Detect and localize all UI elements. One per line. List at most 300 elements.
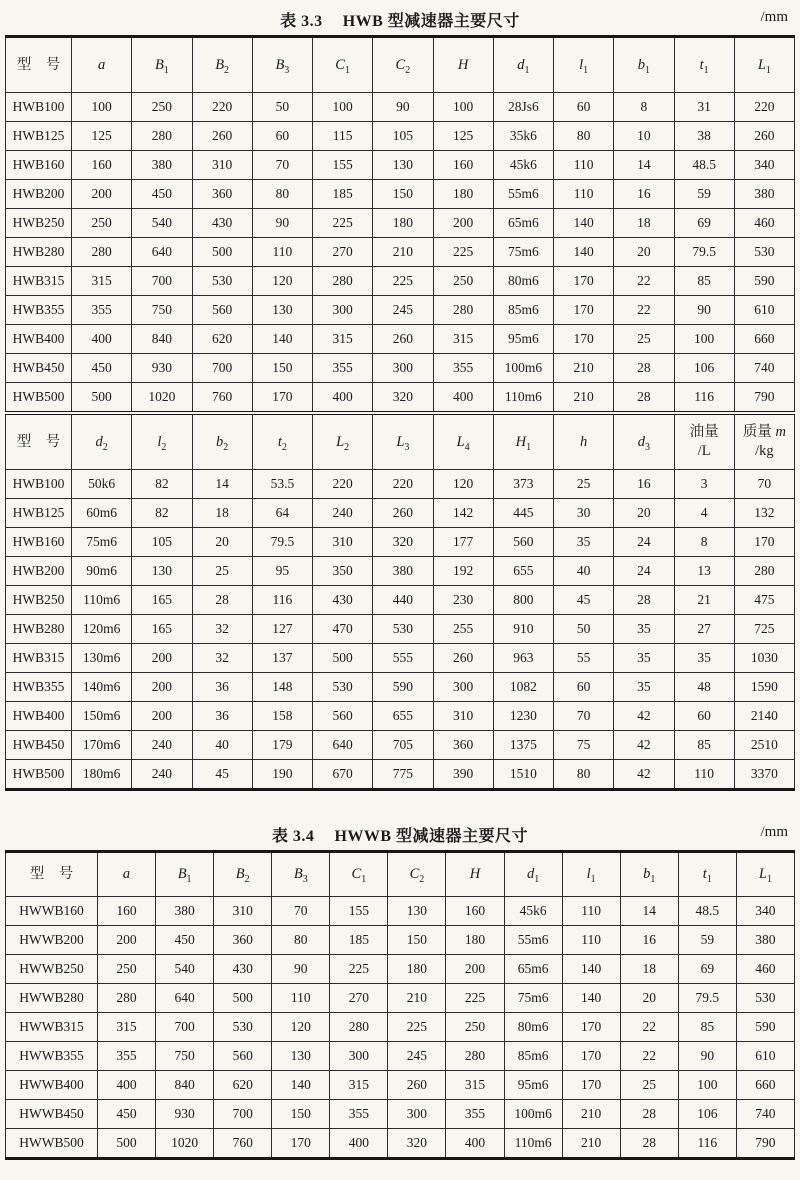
value-cell: 120m6 — [72, 615, 132, 644]
header-cell: $l_1$ — [554, 37, 614, 93]
value-cell: 36 — [192, 673, 252, 702]
value-cell: 18 — [192, 499, 252, 528]
value-cell: 640 — [156, 984, 214, 1013]
model-cell: HWB355 — [6, 296, 72, 325]
value-cell: 360 — [192, 180, 252, 209]
value-cell: 340 — [736, 897, 794, 926]
header-cell: $L_2$ — [313, 413, 373, 470]
value-cell: 22 — [620, 1013, 678, 1042]
value-cell: 116 — [674, 383, 734, 414]
value-cell: 27 — [674, 615, 734, 644]
value-cell: 300 — [433, 673, 493, 702]
value-cell: 400 — [313, 383, 373, 414]
value-cell: 210 — [388, 984, 446, 1013]
value-cell: 180 — [373, 209, 433, 238]
value-cell: 530 — [373, 615, 433, 644]
table-row — [6, 1129, 795, 1159]
table-3-3-unit-label: /mm — [760, 9, 788, 25]
value-cell: 30 — [554, 499, 614, 528]
table-3-3-caption-index: 表 3.3 — [280, 13, 323, 30]
value-cell: 35 — [614, 644, 674, 673]
value-cell: 140 — [272, 1071, 330, 1100]
value-cell: 90m6 — [72, 557, 132, 586]
value-cell: 1082 — [493, 673, 553, 702]
model-cell: HWB125 — [6, 122, 72, 151]
value-cell: 1510 — [493, 760, 553, 790]
value-cell: 210 — [562, 1129, 620, 1159]
value-cell: 165 — [132, 615, 192, 644]
value-cell: 450 — [72, 354, 132, 383]
value-cell: 55m6 — [493, 180, 553, 209]
value-cell: 210 — [554, 383, 614, 414]
value-cell: 106 — [678, 1100, 736, 1129]
header-row — [6, 852, 795, 897]
value-cell: 75 — [554, 731, 614, 760]
header-cell: H — [433, 37, 493, 93]
value-cell: 95 — [252, 557, 312, 586]
value-cell: 100 — [433, 93, 493, 122]
value-cell: 42 — [614, 731, 674, 760]
value-cell: 22 — [614, 267, 674, 296]
value-cell: 50 — [554, 615, 614, 644]
table-row — [6, 180, 795, 209]
value-cell: 110 — [562, 897, 620, 926]
value-cell: 355 — [98, 1042, 156, 1071]
value-cell: 105 — [132, 528, 192, 557]
value-cell: 1020 — [132, 383, 192, 414]
value-cell: 300 — [330, 1042, 388, 1071]
value-cell: 120 — [272, 1013, 330, 1042]
header-cell: a — [72, 37, 132, 93]
value-cell: 150m6 — [72, 702, 132, 731]
value-cell: 115 — [313, 122, 373, 151]
value-cell: 590 — [373, 673, 433, 702]
value-cell: 430 — [214, 955, 272, 984]
value-cell: 355 — [72, 296, 132, 325]
value-cell: 380 — [373, 557, 433, 586]
model-cell: HWB200 — [6, 180, 72, 209]
header-row — [6, 413, 795, 470]
value-cell: 60m6 — [72, 499, 132, 528]
value-cell: 225 — [388, 1013, 446, 1042]
header-cell: 油量 /L — [674, 413, 734, 470]
value-cell: 590 — [734, 267, 794, 296]
value-cell: 140 — [252, 325, 312, 354]
value-cell: 110 — [674, 760, 734, 790]
value-cell: 35k6 — [493, 122, 553, 151]
model-cell: HWWB450 — [6, 1100, 98, 1129]
value-cell: 125 — [433, 122, 493, 151]
value-cell: 170 — [554, 296, 614, 325]
value-cell: 315 — [330, 1071, 388, 1100]
value-cell: 315 — [433, 325, 493, 354]
value-cell: 90 — [678, 1042, 736, 1071]
value-cell: 170 — [252, 383, 312, 414]
value-cell: 540 — [156, 955, 214, 984]
value-cell: 53.5 — [252, 470, 312, 499]
model-cell: HWB315 — [6, 267, 72, 296]
table-row — [6, 209, 795, 238]
value-cell: 192 — [433, 557, 493, 586]
value-cell: 280 — [132, 122, 192, 151]
table-row — [6, 586, 795, 615]
value-cell: 400 — [72, 325, 132, 354]
value-cell: 430 — [313, 586, 373, 615]
value-cell: 2140 — [734, 702, 794, 731]
table-row — [6, 354, 795, 383]
value-cell: 42 — [614, 760, 674, 790]
value-cell: 25 — [192, 557, 252, 586]
value-cell: 85 — [678, 1013, 736, 1042]
value-cell: 1020 — [156, 1129, 214, 1159]
value-cell: 130 — [373, 151, 433, 180]
value-cell: 440 — [373, 586, 433, 615]
model-cell: HWB160 — [6, 528, 72, 557]
value-cell: 42 — [614, 702, 674, 731]
value-cell: 35 — [614, 673, 674, 702]
model-cell: HWWB250 — [6, 955, 98, 984]
model-cell: HWB125 — [6, 499, 72, 528]
value-cell: 130 — [272, 1042, 330, 1071]
value-cell: 200 — [72, 180, 132, 209]
value-cell: 165 — [132, 586, 192, 615]
table-3-3-caption — [8, 8, 792, 30]
value-cell: 450 — [156, 926, 214, 955]
value-cell: 160 — [98, 897, 156, 926]
value-cell: 373 — [493, 470, 553, 499]
value-cell: 110 — [252, 238, 312, 267]
value-cell: 380 — [736, 926, 794, 955]
value-cell: 100m6 — [493, 354, 553, 383]
value-cell: 530 — [192, 267, 252, 296]
value-cell: 220 — [734, 93, 794, 122]
value-cell: 170 — [554, 267, 614, 296]
value-cell: 20 — [620, 984, 678, 1013]
value-cell: 450 — [132, 180, 192, 209]
value-cell: 25 — [614, 325, 674, 354]
value-cell: 300 — [373, 354, 433, 383]
value-cell: 100 — [72, 93, 132, 122]
value-cell: 200 — [132, 702, 192, 731]
value-cell: 90 — [674, 296, 734, 325]
table-row — [6, 296, 795, 325]
value-cell: 158 — [252, 702, 312, 731]
value-cell: 75m6 — [504, 984, 562, 1013]
model-cell: HWB250 — [6, 586, 72, 615]
value-cell: 700 — [132, 267, 192, 296]
value-cell: 200 — [446, 955, 504, 984]
value-cell: 100 — [313, 93, 373, 122]
value-cell: 245 — [388, 1042, 446, 1071]
value-cell: 640 — [313, 731, 373, 760]
value-cell: 22 — [620, 1042, 678, 1071]
value-cell: 48.5 — [678, 897, 736, 926]
value-cell: 50k6 — [72, 470, 132, 499]
value-cell: 170 — [562, 1013, 620, 1042]
model-cell: HWWB160 — [6, 897, 98, 926]
header-cell: $H_1$ — [493, 413, 553, 470]
value-cell: 179 — [252, 731, 312, 760]
value-cell: 185 — [313, 180, 373, 209]
value-cell: 320 — [388, 1129, 446, 1159]
value-cell: 320 — [373, 528, 433, 557]
value-cell: 85 — [674, 267, 734, 296]
value-cell: 80 — [252, 180, 312, 209]
value-cell: 150 — [388, 926, 446, 955]
value-cell: 360 — [214, 926, 272, 955]
value-cell: 400 — [98, 1071, 156, 1100]
value-cell: 22 — [614, 296, 674, 325]
value-cell: 150 — [373, 180, 433, 209]
value-cell: 240 — [132, 731, 192, 760]
model-cell: HWWB355 — [6, 1042, 98, 1071]
value-cell: 255 — [433, 615, 493, 644]
value-cell: 610 — [736, 1042, 794, 1071]
value-cell: 725 — [734, 615, 794, 644]
value-cell: 90 — [272, 955, 330, 984]
value-cell: 315 — [446, 1071, 504, 1100]
value-cell: 240 — [132, 760, 192, 790]
value-cell: 300 — [313, 296, 373, 325]
value-cell: 95m6 — [504, 1071, 562, 1100]
value-cell: 280 — [734, 557, 794, 586]
value-cell: 110 — [554, 151, 614, 180]
table-row — [6, 383, 795, 414]
value-cell: 155 — [330, 897, 388, 926]
value-cell: 790 — [734, 383, 794, 414]
header-cell: 型 号 — [6, 413, 72, 470]
value-cell: 500 — [72, 383, 132, 414]
value-cell: 530 — [313, 673, 373, 702]
value-cell: 13 — [674, 557, 734, 586]
value-cell: 655 — [373, 702, 433, 731]
value-cell: 55m6 — [504, 926, 562, 955]
value-cell: 310 — [214, 897, 272, 926]
value-cell: 60 — [674, 702, 734, 731]
value-cell: 160 — [72, 151, 132, 180]
value-cell: 100m6 — [504, 1100, 562, 1129]
value-cell: 110m6 — [504, 1129, 562, 1159]
value-cell: 28 — [614, 354, 674, 383]
value-cell: 40 — [554, 557, 614, 586]
value-cell: 230 — [433, 586, 493, 615]
header-cell: $d_1$ — [493, 37, 553, 93]
header-cell: $b_1$ — [620, 852, 678, 897]
value-cell: 8 — [614, 93, 674, 122]
value-cell: 280 — [433, 296, 493, 325]
value-cell: 95m6 — [493, 325, 553, 354]
model-cell: HWB200 — [6, 557, 72, 586]
value-cell: 380 — [734, 180, 794, 209]
value-cell: 910 — [493, 615, 553, 644]
value-cell: 140 — [562, 955, 620, 984]
value-cell: 280 — [98, 984, 156, 1013]
value-cell: 148 — [252, 673, 312, 702]
table-row — [6, 238, 795, 267]
model-cell: HWB250 — [6, 209, 72, 238]
table-row — [6, 267, 795, 296]
value-cell: 48 — [674, 673, 734, 702]
value-cell: 65m6 — [504, 955, 562, 984]
value-cell: 555 — [373, 644, 433, 673]
value-cell: 705 — [373, 731, 433, 760]
model-cell: HWB280 — [6, 238, 72, 267]
table-row — [6, 325, 795, 354]
table-row — [6, 1042, 795, 1071]
value-cell: 170m6 — [72, 731, 132, 760]
value-cell: 170 — [734, 528, 794, 557]
value-cell: 180m6 — [72, 760, 132, 790]
value-cell: 45 — [192, 760, 252, 790]
value-cell: 590 — [736, 1013, 794, 1042]
model-cell: HWWB500 — [6, 1129, 98, 1159]
header-cell: $B_3$ — [272, 852, 330, 897]
value-cell: 120 — [433, 470, 493, 499]
value-cell: 930 — [156, 1100, 214, 1129]
value-cell: 40 — [192, 731, 252, 760]
value-cell: 560 — [313, 702, 373, 731]
value-cell: 320 — [373, 383, 433, 414]
value-cell: 380 — [156, 897, 214, 926]
value-cell: 225 — [433, 238, 493, 267]
value-cell: 80 — [272, 926, 330, 955]
value-cell: 16 — [614, 470, 674, 499]
header-cell: 质量 m /kg — [734, 413, 794, 470]
table-row — [6, 151, 795, 180]
value-cell: 400 — [330, 1129, 388, 1159]
value-cell: 180 — [433, 180, 493, 209]
value-cell: 127 — [252, 615, 312, 644]
model-cell: HWB280 — [6, 615, 72, 644]
value-cell: 610 — [734, 296, 794, 325]
value-cell: 18 — [620, 955, 678, 984]
value-cell: 560 — [493, 528, 553, 557]
value-cell: 59 — [674, 180, 734, 209]
value-cell: 660 — [736, 1071, 794, 1100]
value-cell: 170 — [562, 1071, 620, 1100]
header-cell: $B_3$ — [252, 37, 312, 93]
value-cell: 225 — [330, 955, 388, 984]
value-cell: 80 — [554, 760, 614, 790]
value-cell: 28 — [614, 586, 674, 615]
value-cell: 760 — [214, 1129, 272, 1159]
value-cell: 250 — [132, 93, 192, 122]
value-cell: 120 — [252, 267, 312, 296]
table-row — [6, 1013, 795, 1042]
value-cell: 500 — [192, 238, 252, 267]
value-cell: 24 — [614, 557, 674, 586]
value-cell: 3 — [674, 470, 734, 499]
value-cell: 930 — [132, 354, 192, 383]
value-cell: 220 — [192, 93, 252, 122]
model-cell: HWB315 — [6, 644, 72, 673]
table-row — [6, 731, 795, 760]
value-cell: 80m6 — [493, 267, 553, 296]
value-cell: 460 — [734, 209, 794, 238]
value-cell: 170 — [272, 1129, 330, 1159]
value-cell: 355 — [313, 354, 373, 383]
value-cell: 140 — [554, 209, 614, 238]
header-cell: $t_1$ — [674, 37, 734, 93]
value-cell: 340 — [734, 151, 794, 180]
value-cell: 355 — [446, 1100, 504, 1129]
table-row — [6, 93, 795, 122]
value-cell: 85 — [674, 731, 734, 760]
value-cell: 760 — [192, 383, 252, 414]
value-cell: 210 — [373, 238, 433, 267]
value-cell: 670 — [313, 760, 373, 790]
model-cell: HWB450 — [6, 731, 72, 760]
value-cell: 64 — [252, 499, 312, 528]
value-cell: 85m6 — [493, 296, 553, 325]
value-cell: 260 — [433, 644, 493, 673]
value-cell: 250 — [433, 267, 493, 296]
table-row — [6, 615, 795, 644]
value-cell: 90 — [373, 93, 433, 122]
value-cell: 55 — [554, 644, 614, 673]
value-cell: 220 — [313, 470, 373, 499]
value-cell: 100 — [678, 1071, 736, 1100]
value-cell: 530 — [214, 1013, 272, 1042]
hwb-dimensions-table — [5, 35, 795, 791]
header-cell: $L_4$ — [433, 413, 493, 470]
value-cell: 355 — [433, 354, 493, 383]
value-cell: 240 — [313, 499, 373, 528]
value-cell: 190 — [252, 760, 312, 790]
table-row — [6, 1071, 795, 1100]
value-cell: 80m6 — [504, 1013, 562, 1042]
table-3-4-caption-title: HWWB 型减速器主要尺寸 — [334, 828, 529, 845]
value-cell: 35 — [614, 615, 674, 644]
table-row — [6, 955, 795, 984]
table-row — [6, 644, 795, 673]
value-cell: 90 — [252, 209, 312, 238]
value-cell: 740 — [736, 1100, 794, 1129]
value-cell: 280 — [446, 1042, 504, 1071]
header-cell: $B_2$ — [214, 852, 272, 897]
model-cell: HWWB400 — [6, 1071, 98, 1100]
value-cell: 400 — [446, 1129, 504, 1159]
value-cell: 100 — [674, 325, 734, 354]
value-cell: 560 — [192, 296, 252, 325]
value-cell: 35 — [674, 644, 734, 673]
value-cell: 110 — [272, 984, 330, 1013]
table-row — [6, 897, 795, 926]
value-cell: 69 — [678, 955, 736, 984]
value-cell: 28 — [620, 1100, 678, 1129]
value-cell: 225 — [313, 209, 373, 238]
header-cell: $b_2$ — [192, 413, 252, 470]
value-cell: 116 — [678, 1129, 736, 1159]
value-cell: 280 — [72, 238, 132, 267]
value-cell: 350 — [313, 557, 373, 586]
value-cell: 225 — [446, 984, 504, 1013]
value-cell: 31 — [674, 93, 734, 122]
value-cell: 445 — [493, 499, 553, 528]
value-cell: 160 — [433, 151, 493, 180]
value-cell: 500 — [313, 644, 373, 673]
value-cell: 700 — [192, 354, 252, 383]
value-cell: 140 — [554, 238, 614, 267]
value-cell: 460 — [736, 955, 794, 984]
value-cell: 79.5 — [252, 528, 312, 557]
value-cell: 130 — [388, 897, 446, 926]
value-cell: 60 — [554, 93, 614, 122]
value-cell: 315 — [72, 267, 132, 296]
value-cell: 280 — [313, 267, 373, 296]
header-cell: $B_1$ — [132, 37, 192, 93]
value-cell: 260 — [192, 122, 252, 151]
